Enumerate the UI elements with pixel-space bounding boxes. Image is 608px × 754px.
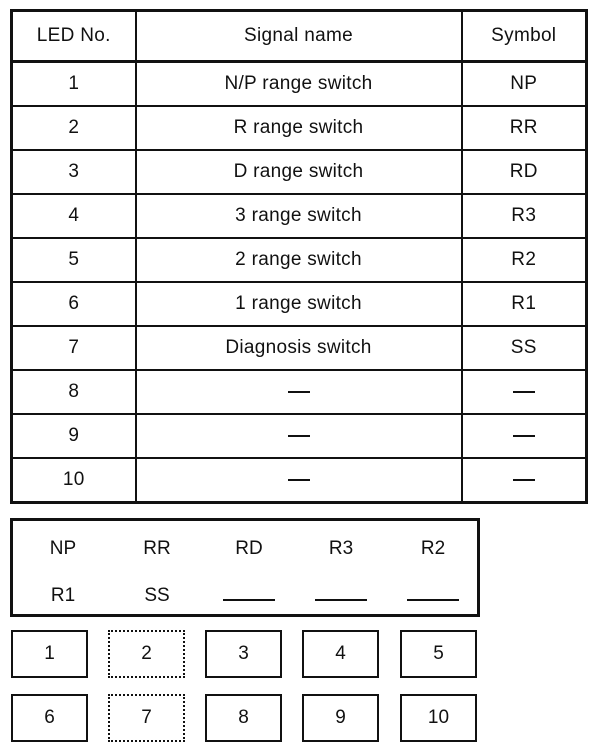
led-box: 1 xyxy=(11,630,88,678)
legend-symbol xyxy=(403,581,463,611)
legend-symbol: NP xyxy=(49,538,77,559)
symbol: SS xyxy=(462,326,587,370)
table-row xyxy=(12,370,587,414)
led-box: 2 xyxy=(108,630,185,678)
legend-symbol: SS xyxy=(144,585,170,606)
signal-name: 3 range switch xyxy=(136,194,462,238)
signal-name: N/P range switch xyxy=(136,62,462,107)
dash-placeholder xyxy=(513,479,535,481)
led-box: 8 xyxy=(205,694,282,742)
led-number: 2 xyxy=(12,106,136,150)
dash-placeholder xyxy=(407,599,459,601)
table-row xyxy=(12,106,587,150)
legend-symbol: RD xyxy=(235,538,263,559)
led-box: 7 xyxy=(108,694,185,742)
table-header-row xyxy=(12,11,587,62)
table-row xyxy=(12,414,587,458)
signal-name: 2 range switch xyxy=(136,238,462,282)
dash-placeholder xyxy=(288,435,310,437)
dash-placeholder xyxy=(513,435,535,437)
led-signal-table xyxy=(10,9,588,504)
symbol: RD xyxy=(462,150,587,194)
symbol xyxy=(462,414,587,458)
led-number: 4 xyxy=(12,194,136,238)
symbol: NP xyxy=(462,62,587,107)
legend-symbol xyxy=(219,581,279,611)
legend-symbol: R3 xyxy=(328,538,354,559)
led-number: 9 xyxy=(12,414,136,458)
led-number: 7 xyxy=(12,326,136,370)
legend-symbol: RR xyxy=(143,538,171,559)
symbol xyxy=(462,458,587,503)
symbol: RR xyxy=(462,106,587,150)
dash-placeholder xyxy=(513,391,535,393)
led-number: 5 xyxy=(12,238,136,282)
signal-name xyxy=(136,414,462,458)
legend-row xyxy=(13,581,477,611)
signal-name: Diagnosis switch xyxy=(136,326,462,370)
table-row xyxy=(12,194,587,238)
signal-name: R range switch xyxy=(136,106,462,150)
table-row xyxy=(12,326,587,370)
table-row xyxy=(12,282,587,326)
led-number: 1 xyxy=(12,62,136,107)
dash-placeholder xyxy=(288,479,310,481)
legend-row xyxy=(13,534,477,564)
signal-name xyxy=(136,370,462,414)
signal-name: D range switch xyxy=(136,150,462,194)
signal-name: 1 range switch xyxy=(136,282,462,326)
signal-name xyxy=(136,458,462,503)
led-box: 5 xyxy=(400,630,477,678)
header-signal-name: Signal name xyxy=(136,11,462,62)
legend-symbol xyxy=(311,581,371,611)
dash-placeholder xyxy=(315,599,367,601)
dash-placeholder xyxy=(223,599,275,601)
symbol-legend-panel xyxy=(10,518,480,617)
led-box: 4 xyxy=(302,630,379,678)
dash-placeholder xyxy=(288,391,310,393)
led-box: 6 xyxy=(11,694,88,742)
header-symbol: Symbol xyxy=(462,11,587,62)
table-row xyxy=(12,458,587,503)
header-led-no: LED No. xyxy=(12,11,136,62)
led-box: 3 xyxy=(205,630,282,678)
led-number: 10 xyxy=(12,458,136,503)
table-row xyxy=(12,150,587,194)
symbol: R3 xyxy=(462,194,587,238)
led-number: 6 xyxy=(12,282,136,326)
led-number: 3 xyxy=(12,150,136,194)
table-row xyxy=(12,62,587,107)
led-box: 9 xyxy=(302,694,379,742)
symbol: R2 xyxy=(462,238,587,282)
legend-symbol: R2 xyxy=(420,538,446,559)
symbol: R1 xyxy=(462,282,587,326)
led-box: 10 xyxy=(400,694,477,742)
led-number: 8 xyxy=(12,370,136,414)
table-row xyxy=(12,238,587,282)
legend-symbol: R1 xyxy=(50,585,76,606)
symbol xyxy=(462,370,587,414)
